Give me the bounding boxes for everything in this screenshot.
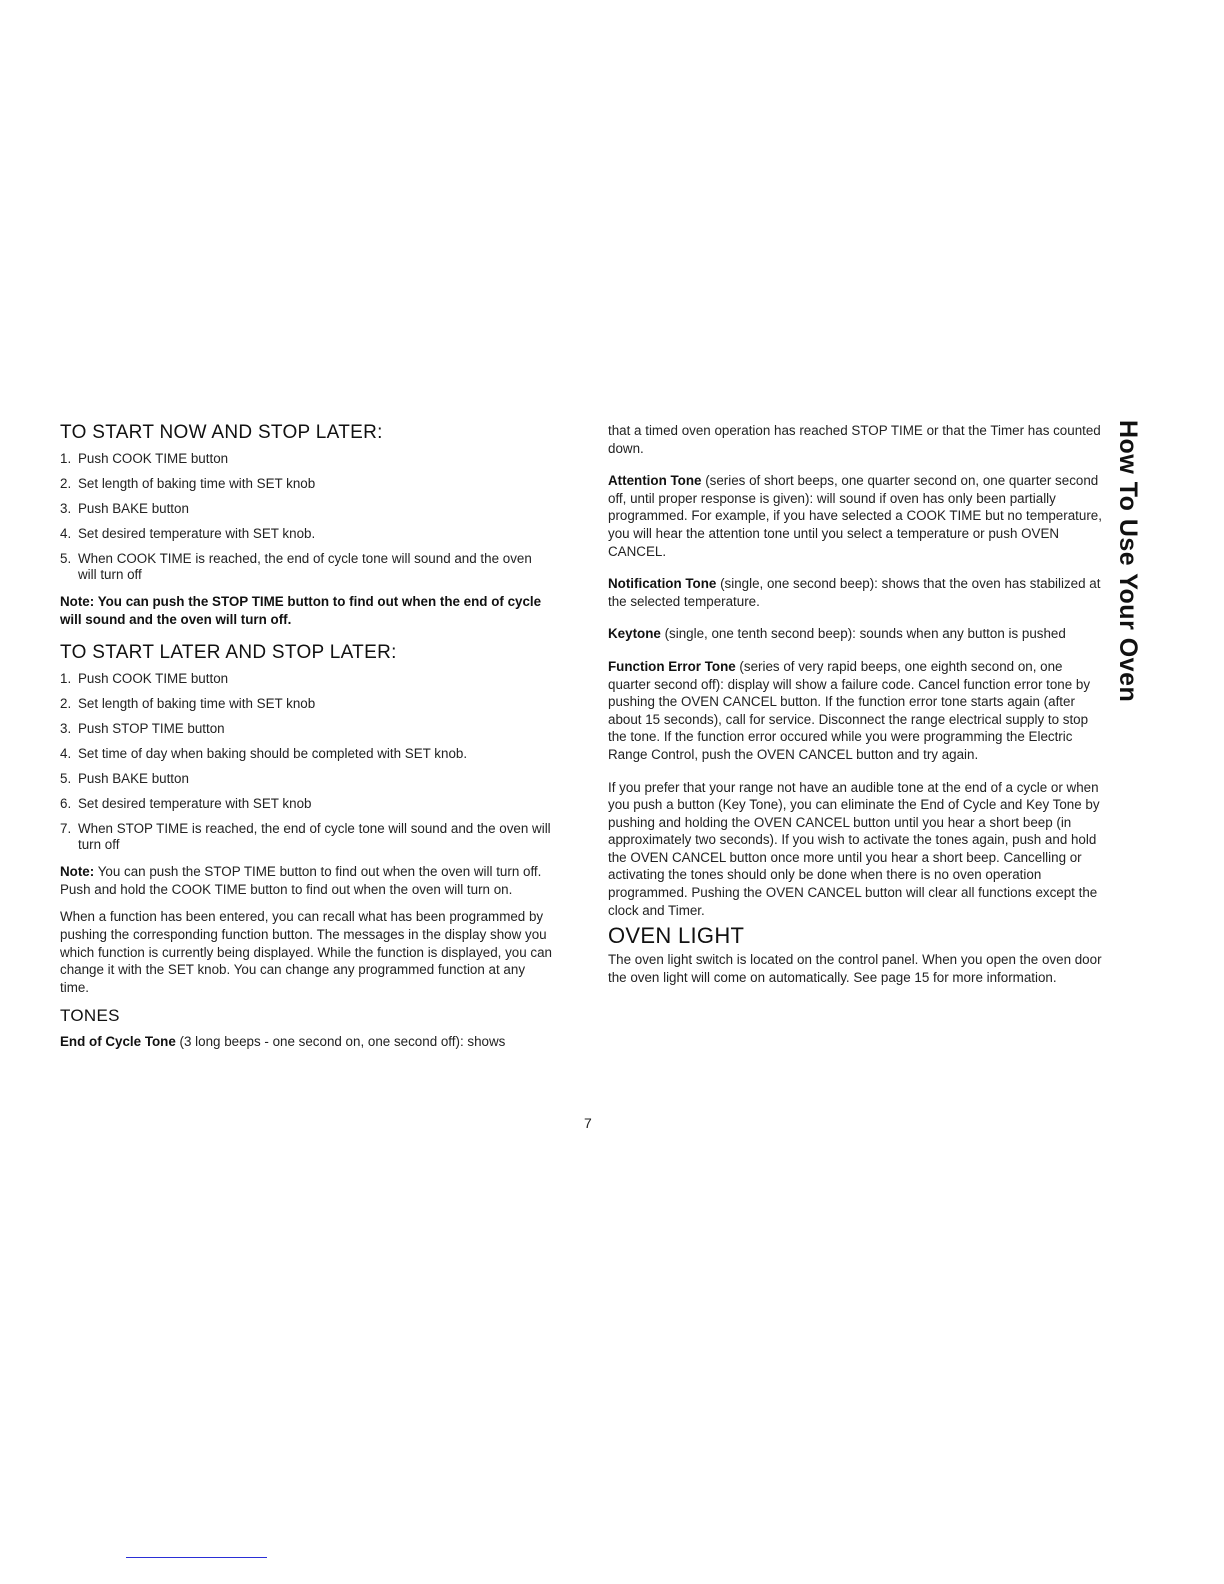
notification-tone-paragraph: Notification Tone (single, one second beep): shows that the oven has stabilized at the selected temperature. [608, 576, 1101, 609]
list-item: 7. When STOP TIME is reached, the end of cycle tone will sound and the oven will turn off [60, 821, 551, 853]
function-error-tone-label: Function Error Tone [608, 658, 736, 674]
heading-start-later-stop-later: TO START LATER AND STOP LATER: [60, 642, 397, 664]
list-item: 2. Set length of baking time with SET knob [60, 476, 316, 491]
bottom-rule [126, 1557, 267, 1558]
note-oven-times: Note: You can push the STOP TIME button to find out when the oven will turn off. Push and hold the COOK TIME button to find out when the oven will turn on. [60, 864, 542, 897]
end-of-cycle-tone-paragraph: End of Cycle Tone (3 long beeps - one second on, one second off): shows [60, 1034, 506, 1050]
list-item: 4. Set time of day when baking should be completed with SET knob. [60, 746, 468, 762]
list-item: 5. When COOK TIME is reached, the end of cycle tone will sound and the oven will turn off [60, 551, 532, 582]
heading-tones: TONES [60, 1006, 120, 1026]
left-column [60, 422, 552, 1061]
heading-start-now-stop-later: TO START NOW AND STOP LATER: [60, 422, 383, 443]
heading-oven-light: OVEN LIGHT [608, 923, 745, 949]
list-item: 5. Push BAKE button [60, 771, 189, 787]
list-item: 3. Push BAKE button [60, 501, 189, 516]
list-item: 6. Set desired temperature with SET knob [60, 796, 312, 812]
steps-start-later-stop-later [60, 671, 552, 853]
note-stop-time: Note: You can push the STOP TIME button to find out when the end of cycle will sound and the oven will turn off. [60, 594, 542, 627]
notification-tone-label: Notification Tone [608, 576, 717, 592]
list-item: 2. Set length of baking time with SET knob [60, 696, 316, 712]
keytone-label: Keytone [608, 626, 661, 642]
list-item: 1. Push COOK TIME button [60, 451, 229, 466]
end-of-cycle-tone-label: End of Cycle Tone [60, 1034, 176, 1050]
steps-start-now-stop-later [60, 451, 552, 583]
attention-tone-label: Attention Tone [608, 473, 702, 489]
list-item: 1. Push COOK TIME button [60, 671, 229, 687]
function-error-tone-paragraph: Function Error Tone (series of very rapid beeps, one eighth second on, one quarter second off): display will show a failure code. Cancel function error tone by pushing the OVEN CANCEL button. If the function error tone starts again (after about 15 seconds), call for service. Disconnect the range electrical supply to stop the tone. If the function error occured while you were programming the Electric Range Control, push the OVEN CANCEL button and try again. [608, 658, 1091, 762]
eliminate-tones-paragraph: If you prefer that your range not have an audible tone at the end of a cycle or when you push a button (Key Tone), you can eliminate the End of Cycle and Key Tone by pushing and holding the OVEN CANCEL button until you hear a short beep (in approximately two seconds). If you wish to activate the tones again, push and hold the OVEN CANCEL button once more until you hear a short beep. Cancelling or activating the tones should only be done when there is no oven operation programmed. Pushing the OVEN CANCEL button will clear all functions except the clock and Timer. [608, 779, 1100, 918]
list-item: 4. Set desired temperature with SET knob. [60, 526, 316, 541]
oven-light-paragraph: The oven light switch is located on the control panel. When you open the oven door the oven light will come on automatically. See page 15 for more information. [608, 952, 1102, 985]
keytone-paragraph: Keytone (single, one tenth second beep): sounds when any button is pushed [608, 626, 1066, 642]
end-of-cycle-continued: that a timed oven operation has reached STOP TIME or that the Timer has counted down. [608, 423, 1101, 456]
page-number: 7 [584, 1115, 592, 1131]
recall-function-paragraph: When a function has been entered, you can recall what has been programmed by pushing the corresponding function button. The messages in the display show you which function is currently being displayed. While the function is displayed, you can change it with the SET knob. You can change any programmed function at any time. [60, 909, 553, 995]
list-item: 3. Push STOP TIME button [60, 721, 225, 737]
side-tab-label: How To Use Your Oven [1114, 420, 1142, 703]
side-tab [1112, 420, 1152, 760]
attention-tone-paragraph: Attention Tone (series of short beeps, one quarter second on, one quarter second off, until proper response is given): will sound if oven has only been partially programmed. For example, if you have selected a COOK TIME but no temperature, you will hear the attention tone until you select a temperature or push OVEN CANCEL. [608, 473, 1102, 559]
right-column [608, 422, 1104, 1001]
note-label: Note: [60, 864, 95, 880]
